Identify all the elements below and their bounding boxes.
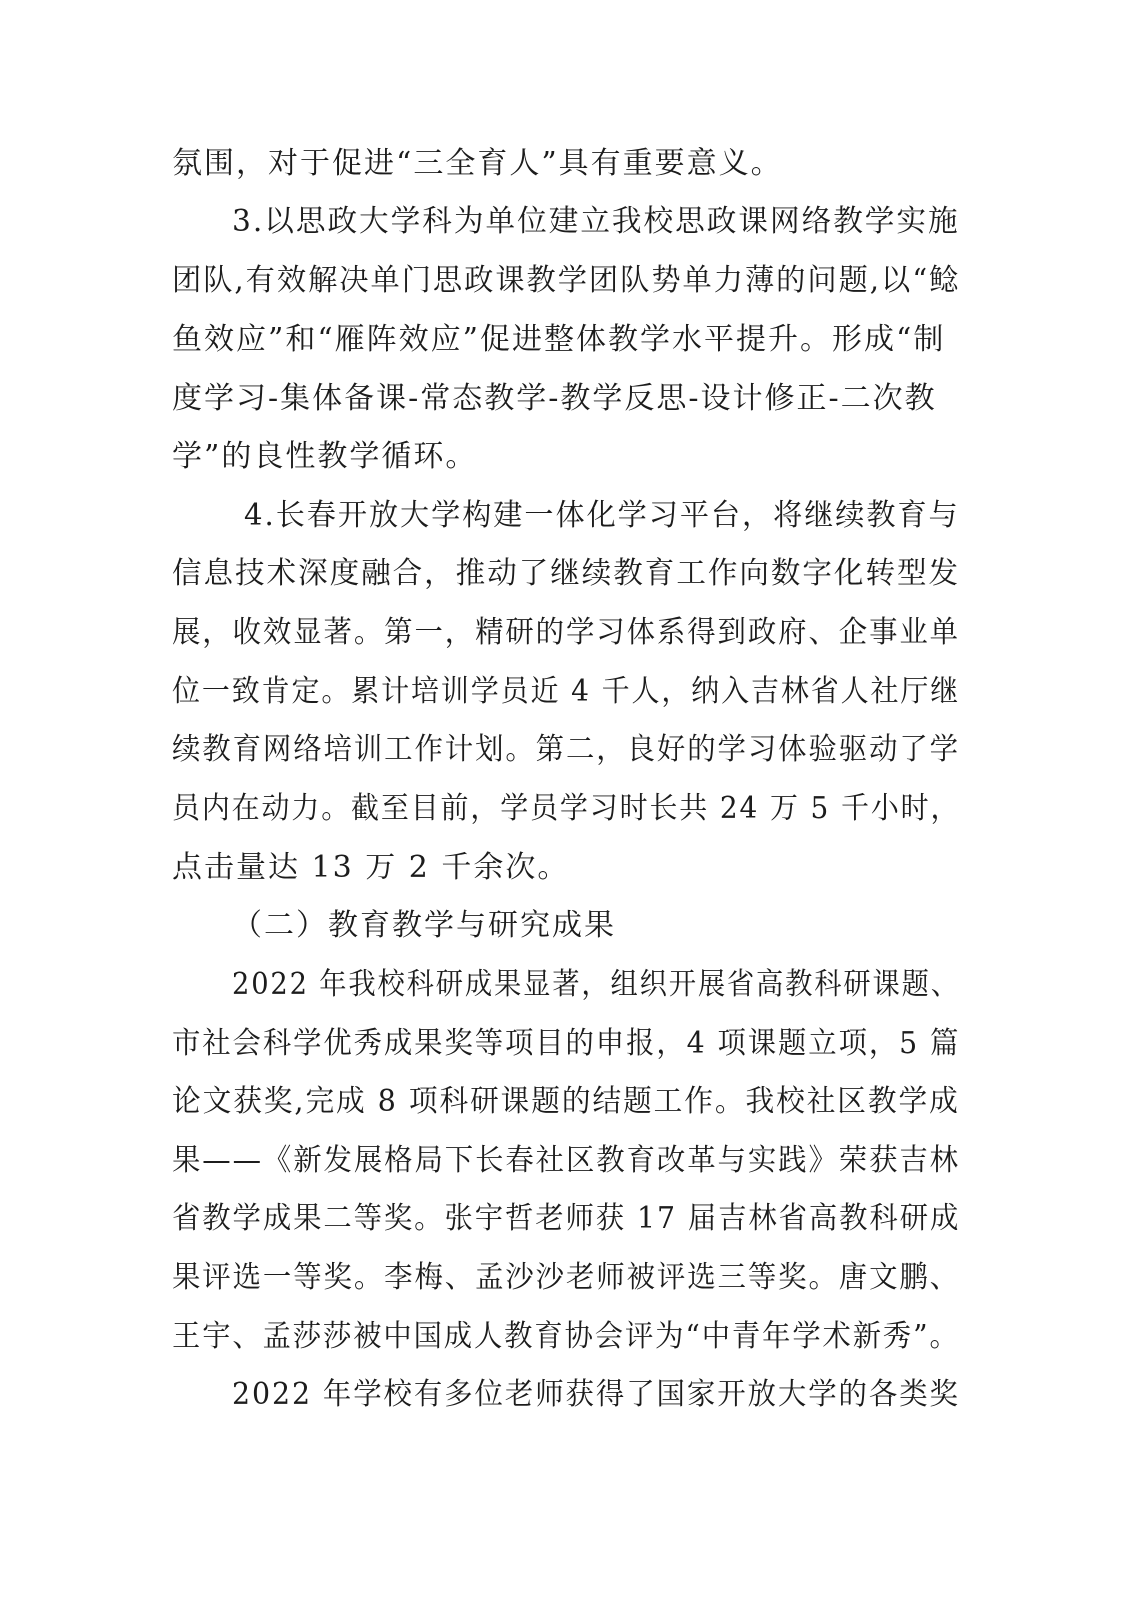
text-line: 市社会科学优秀成果奖等项目的申报，4 项课题立项，5 篇 xyxy=(172,1026,961,1061)
text-line: 省教学成果二等奖。张宇哲老师获 17 届吉林省高教科研成 xyxy=(172,1201,961,1236)
text-line: 位一致肯定。累计培训学员近 4 千人，纳入吉林省人社厅继 xyxy=(172,674,961,709)
text-line: 员内在动力。截至目前，学员学习时长共 24 万 5 千小时， xyxy=(172,791,961,826)
text-line: 信息技术深度融合，推动了继续教育工作向数字化转型发 xyxy=(172,556,960,591)
text-line: 果评选一等奖。李梅、孟沙沙老师被评选三等奖。唐文鹏、 xyxy=(172,1260,960,1295)
text-line: 续教育网络培训工作计划。第二，良好的学习体验驱动了学 xyxy=(172,732,960,767)
text-line: 4.长春开放大学构建一体化学习平台，将继续教育与 xyxy=(244,498,960,533)
text-line: 王宇、孟莎莎被中国成人教育协会评为“中青年学术新秀”。 xyxy=(172,1319,960,1354)
text-line: 论文获奖,完成 8 项科研课题的结题工作。我校社区教学成 xyxy=(172,1084,960,1119)
text-line: 度学习-集体备课-常态教学-教学反思-设计修正-二次教 xyxy=(172,381,937,416)
section-heading: （二）教育教学与研究成果 xyxy=(232,908,616,943)
text-line: 2022 年学校有多位老师获得了国家开放大学的各类奖 xyxy=(232,1377,960,1412)
text-line: 2022 年我校科研成果显著，组织开展省高教科研课题、 xyxy=(232,967,960,1002)
text-line: 点击量达 13 万 2 千余次。 xyxy=(172,850,570,885)
text-line: 团队,有效解决单门思政课教学团队势单力薄的问题,以“鲶 xyxy=(172,263,961,298)
text-line: 鱼效应”和“雁阵效应”促进整体教学水平提升。形成“制 xyxy=(172,322,946,357)
text-line: 学”的良性教学循环。 xyxy=(172,439,478,474)
text-line: 3.以思政大学科为单位建立我校思政课网络教学实施 xyxy=(232,204,960,239)
text-line: 氛围，对于促进“三全育人”具有重要意义。 xyxy=(172,146,783,181)
text-line: 展，收效显著。第一，精研的学习体系得到政府、企事业单 xyxy=(172,615,960,650)
text-line: 果——《新发展格局下长春社区教育改革与实践》荣获吉林 xyxy=(172,1143,960,1178)
